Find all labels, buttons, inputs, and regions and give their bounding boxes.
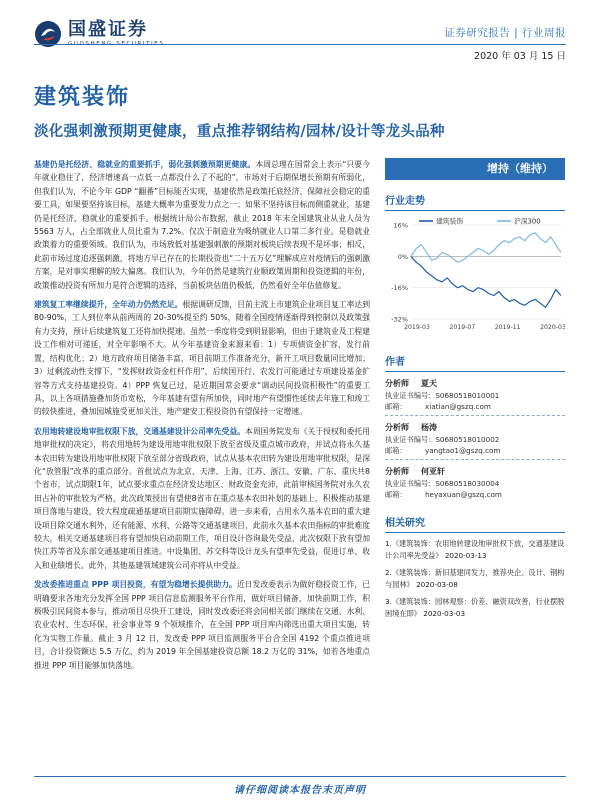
mail-label: 邮箱： <box>385 402 407 411</box>
legend-label: 沪深300 <box>514 217 541 226</box>
paragraph-body: 根据调研反馈，目前主流上市建筑企业项目复工率达到 80-90%，工人到位率从前两周的 20-30%提至约 50%，随着全国疫情逐渐得到控制以及政策强有力支持，预计后续建筑复工还将加快提速。虽然一季度将受到明显影响，但由于建筑业及工程建设工作相对可递延，对全年影响不大。从今年基建资金来源来看：1）专项债资金扩容，发行前置，结构优化；2）地方政府项目储备丰富，项目前期工作准备充分，新开工项目数量同比增加；3）过剩流动性支撑下，“发挥财政资金杠杆作用”，后续国开行、农发行可能通过专项建设基金扩容等方式支持基建投资。4）PPP 恢复已过，是近期国常会要求“调动民间投资积极性”的重要工具，以上各项措施叠加货币宽松，今年基建有望有所加快，同时地产有望惯性延续去年施工和竣工的较快推进，叠加园城施受更加关注，地产建安工程投资仍有望保持一定增速。 <box>34 300 371 417</box>
rating-badge: 增持（维持） <box>385 158 565 180</box>
related-item-text: 2.《建筑装饰：新旧基建同发力，推荐央企、设计、钢构与园林》 <box>385 568 565 589</box>
trend-chart <box>385 215 565 335</box>
author-role: 分析师 <box>385 379 409 388</box>
related-divider <box>385 532 565 533</box>
paragraph-lead: 农用地转建设地审批权限下放，交通基建设计公司率先受益。 <box>34 426 245 436</box>
author-name: 何亚轩 <box>421 467 445 476</box>
x-tick-label: 2020-03 <box>540 324 565 331</box>
related-item-date: 2020-03-08 <box>416 580 458 589</box>
cert-number: S0680518010001 <box>435 391 500 400</box>
industry-title: 建筑装饰 <box>34 84 131 110</box>
trend-divider <box>385 210 565 211</box>
series-line <box>411 256 561 307</box>
paragraph-4 <box>34 578 370 672</box>
related-item-text: 3.《建筑装饰：园林观察：价差、融资双改善，行业摆脱困境在即》 <box>385 597 565 618</box>
cert-number: S0680518030004 <box>435 479 500 488</box>
header-divider <box>34 44 566 45</box>
authors-title: 作者 <box>385 357 405 368</box>
footer-disclaimer: 请仔细阅读本报告末页声明 <box>234 785 366 796</box>
report-type: 证券研究报告 | 行业周报 <box>444 27 566 39</box>
trend-chart-svg <box>385 215 565 335</box>
report-header <box>0 0 600 66</box>
report-date: 2020 年 03 月 15 日 <box>474 51 566 62</box>
author-name: 杨涛 <box>421 423 437 432</box>
related-item-date: 2020-03-13 <box>444 551 487 560</box>
author-email[interactable]: xiatian@gszq.com <box>425 402 491 411</box>
author-email[interactable]: heyaxuan@gszq.com <box>425 490 502 499</box>
dashed-divider <box>385 415 565 416</box>
x-tick-label: 2019-07 <box>449 324 476 331</box>
authors-section <box>385 353 565 500</box>
authors-divider <box>385 371 565 372</box>
y-tick-label: -16% <box>391 284 408 293</box>
x-tick-label: 2019-03 <box>404 324 430 331</box>
paragraph-body: 近日发改委表示为做好稳投资工作，已明确要求各地充分发挥全国 PPP 项目信息监测服务平台作用，做好项目储备，加快前期工作，积极吸引民间资本参与，推动项目尽快开工建设，同时发改委还将会同相关部门继续在交通、水利、农业农村、生态环保、社会事业等 9 个领域推介，在全国 PPP 项目库内筛选出重大项目实施，转化为实物工作量。截止 3 月 12 日，发改委 PPP 项目监测服务平台合全国 4192 个重点推进项目，合计投资额达 5.5 万亿，约为 2019 年全国基建投资总额 18.2 万亿的 31%，如若各地重点推进 PPP 项目能够加快落地。 <box>34 580 370 670</box>
related-item-date: 2020-03-03 <box>423 609 466 618</box>
paragraph-3 <box>34 425 370 572</box>
mail-label: 邮箱： <box>385 446 407 455</box>
y-tick-label: 0% <box>397 252 408 261</box>
cert-label: 执业证书编号： <box>385 435 436 444</box>
author-entry <box>385 466 565 500</box>
legend-label: 建筑装饰 <box>436 217 464 226</box>
y-tick-label: 16% <box>393 221 408 230</box>
paragraph-body: 本周总理在国常会上表示“只要今年就业稳住了，经济增速高一点低一点都没什么了不起的”，市场对于后期保增长预期有所弱化，但我们认为，不论今年 GDP “翻番”目标能否实现，基建依然是政策托底经济、保障社会稳定的重要工具，如果要坚持该目标，基建大概率为重要发力点之一；如果不坚持该目标而侧重就业，基建仍是托经济、稳就业的重要抓手。根据统计局公布数据，截止 2018 年末全国建筑业从业人员为 5563 万人，占全部就业人员比重为 7.2%。仅次于制造业为吸纳就业人口第二多行业，是稳就业政策着力的重要领域。我们认为，市场放低对基建强刺激的预期对板块后续表现不是坏事；相反，此前市场过度追逐强刺激，将地方早已存在的长期投资也“二十五万亿”理解成应对疫情后的强刺激方案，是对事实理解的较大偏离。我们认为，今年仍然是建筑行业顺政策周期和投资逻辑的年份，政策推动投资有所加力是符合逻辑的选择，当前板块估值仍极低，仍然看好全年估值修复。 <box>34 160 371 290</box>
paragraph-lead: 建筑复工率继续提升，全年动力仍然充足。 <box>34 300 183 310</box>
paragraph-body: 本周国务院发布《关于授权和委托用地审批权的决定》，将农用地转为建设用地审批权限下放至省级及重点城市政府，并试点将永久基本农田转为建设用地审批权限下放至部分省级政府，试点从基本农田转为建设用地审批权限，是深化“放管服”改革的重点部分。首批试点为北京、天津、上海、江苏、浙江、安徽、广东、重庆共8个省市，试点期限1年，试点要求重点在经济发达地区、财政资金充沛，此前审核国务院对永久农田占补的审批较为严格，此次政策授出有望使8省市在重点基本农田补划的基础上，积极推动基建项目落地与建设，较大程度疏通基建项目前期实施障碍。进一步来看，占用永久基本农田的重大建设项目除交通水利外，还有能源、水利、公路等交通基建项目，此前永久基本农田指标的审批难度较大，相关交通基建项目将有望加快启动前期工作，项目设计咨询最先受益，此次权限下放有望加快江苏等省及东部交通基建项目推进。中设集团、苏交科等设计龙头有望率先受益，促进订单、收入和业绩增长。此外，其他基建领域建筑公司亦将从中受益。 <box>34 426 371 570</box>
author-email[interactable]: yangtao1@gszq.com <box>425 446 501 455</box>
logo-chinese-name: 国盛证券 <box>68 19 148 40</box>
related-item[interactable] <box>385 596 565 620</box>
related-item[interactable] <box>385 538 565 562</box>
related-item-text: 1.《建筑装饰：农用地转建设地审批权下放，交通基建设计公司率先受益》 <box>385 539 565 560</box>
author-entry <box>385 422 565 460</box>
paragraph-2 <box>34 298 370 419</box>
cert-label: 执业证书编号： <box>385 479 436 488</box>
author-role: 分析师 <box>385 467 409 476</box>
author-name: 夏天 <box>421 379 437 388</box>
report-headline: 淡化强刺激预期更健康，重点推荐钢结构/园林/设计等龙头品种 <box>34 123 445 140</box>
footer-divider <box>34 776 566 777</box>
related-title: 相关研究 <box>385 518 425 529</box>
author-role: 分析师 <box>385 423 409 432</box>
mail-label: 邮箱： <box>385 490 407 499</box>
author-entry <box>385 378 565 416</box>
sidebar <box>385 158 565 620</box>
paragraph-lead: 发改委推进重点 PPP 项目投资，有望为稳增长提供助力。 <box>34 580 237 590</box>
y-tick-label: -32% <box>391 315 408 324</box>
paragraph-lead: 基建仍是托经济、稳就业的重要抓手，弱化强刺激预期更健康。 <box>34 160 256 169</box>
cert-number: S0680518010002 <box>435 435 500 444</box>
x-tick-label: 2019-11 <box>494 324 521 331</box>
trend-title: 行业走势 <box>385 196 425 207</box>
main-text-column <box>34 158 370 678</box>
dashed-divider <box>385 459 565 460</box>
series-line <box>411 233 561 262</box>
cert-label: 执业证书编号： <box>385 391 436 400</box>
related-research-section <box>385 514 565 620</box>
related-item[interactable] <box>385 567 565 591</box>
paragraph-1 <box>34 158 370 292</box>
